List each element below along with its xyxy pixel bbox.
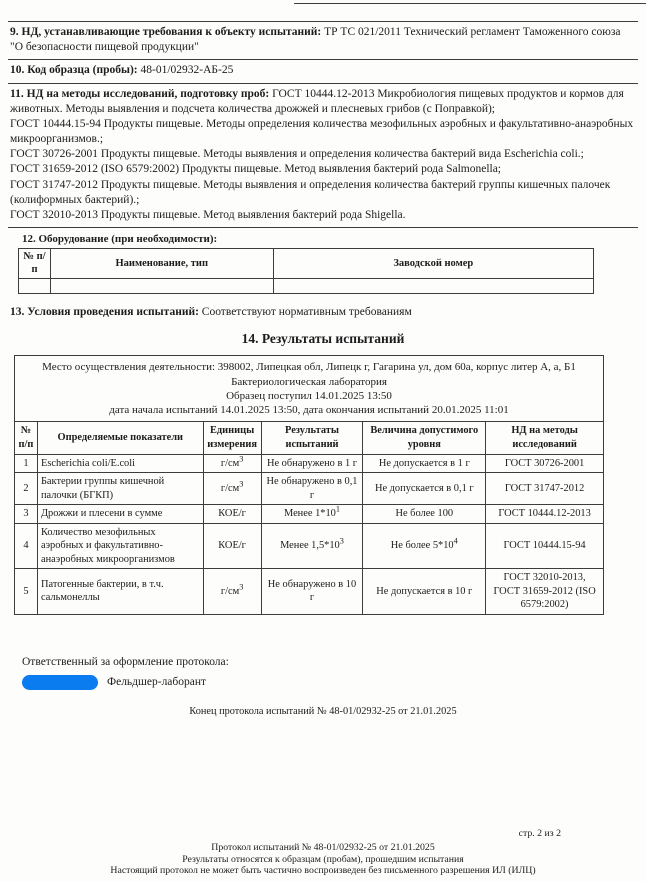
results-info-cell [15,356,604,422]
allowed-base: Не допускается в 10 г [376,585,473,597]
signature-label: Ответственный за оформление протокола: [22,655,229,668]
allowed-base: Не более 5*10 [390,540,454,552]
row-method: ГОСТ 32010-2013, ГОСТ 31659-2012 (ISO 6579:2002) [486,569,604,615]
allowed-base: Не более 100 [395,508,454,520]
result-base: Не обнаружено в 10 г [267,578,357,604]
unit-superscript: 3 [239,582,244,592]
field-11-entry-2: ГОСТ 30726-2001 Продукты пищевые. Методы выявления и определения количества бактерий вида Escherichia coli.; [10,148,584,161]
field-11-entry-5: ГОСТ 32010-2013 Продукты пищевые. Метод выявления бактерий рода Shigella. [10,208,406,221]
results-col-method: НД на методы исследований [486,422,604,454]
footer-copyright-line: Настоящий протокол не может быть частично воспроизведен без письменного разрешения ИЛ (ИЛЦ) [110,865,536,877]
allowed-superscript: 4 [453,536,458,546]
field-11-entry-1: ГОСТ 10444.15-94 Продукты пищевые. Методы определения количества мезофильных аэробных и факультативно-анаэробных микроорганизмов.; [10,117,634,146]
result-superscript: 1 [335,504,341,514]
redacted-signature [22,675,98,690]
row-num: 3 [15,505,38,524]
field-9-value: ТР ТС 021/2011 Технический регламент Таможенного союза "О безопасности пищевой продукции" [10,26,621,54]
field-10-label: 10. Код образца (пробы): [10,64,138,77]
table-row [15,454,604,473]
field-11-entry-3: ГОСТ 31659-2012 (ISO 6579:2002) Продукты пищевые. Метод выявления бактерий рода Salmonella; [10,163,502,176]
row-method: ГОСТ 31747-2012 [486,473,604,505]
equipment-table [18,248,594,295]
row-indicator: Дрожжи и плесени в сумме [37,505,203,524]
field-11-entry-0: ГОСТ 10444.12-2013 Микробиология пищевых продуктов и кормов для животных. Методы выявления и подсчета количества дрожжей и плесневых грибов (с Поправкой); [10,87,624,115]
results-col-num: № п/п [15,422,38,454]
row-method: ГОСТ 10444.15-94 [486,523,604,569]
field-11-label: 11. НД на методы исследований, подготовку проб: [10,87,270,100]
results-col-result: Результаты испытаний [261,422,363,454]
unit-superscript: 3 [239,479,244,489]
unit-base: г/см [220,457,240,469]
allowed-base: Не допускается в 1 г [378,457,470,469]
page-number: стр. 2 из 2 [518,827,561,839]
row-method: ГОСТ 30726-2001 [486,454,604,473]
table-row [15,473,604,505]
equipment-header-row [19,248,594,279]
row-unit [203,454,261,473]
row-result [261,523,363,569]
table-row [15,505,604,524]
field-11-methods [8,84,638,229]
row-indicator: Патогенные бактерии, в т.ч. сальмонеллы [37,569,203,615]
results-header-row [15,422,604,454]
row-num: 1 [15,454,38,473]
field-10-value: 48-01/02932-АБ-25 [140,64,234,77]
allowed-base: Не допускается в 0,1 г [374,482,474,494]
row-result [261,569,363,615]
result-base: Менее 1*10 [283,508,336,520]
unit-base: г/см [220,482,240,494]
row-method: ГОСТ 10444.12-2013 [486,505,604,524]
unit-base: КОЕ/г [218,508,246,520]
field-9-requirements [8,21,638,60]
field-11-entry-4: ГОСТ 31747-2012 Продукты пищевые. Методы выявления и определения количества бактерий группы кишечных палочек (колиформных бактерий).; [10,178,611,206]
test-dates-line: дата начала испытаний 14.01.2025 13:50, дата окончания испытаний 20.01.2025 11:01 [109,404,509,417]
row-result [261,473,363,505]
row-unit [203,523,261,569]
unit-base: КОЕ/г [218,540,246,552]
row-unit [203,569,261,615]
lab-name-line: Бактериологическая лаборатория [231,375,387,388]
row-num: 2 [15,473,38,505]
unit-base: г/см [220,585,240,597]
equipment-col-serial: Заводской номер [273,248,593,279]
result-base: Не обнаружено в 1 г [266,457,358,469]
signature-row [22,675,638,690]
results-table [14,355,604,614]
result-base: Менее 1,5*10 [280,540,340,552]
row-result [261,505,363,524]
row-result [261,454,363,473]
row-allowed [363,505,486,524]
field-10-sample-code [8,60,638,83]
equipment-col-name: Наименование, тип [50,248,273,279]
signature-block [22,655,638,690]
unit-superscript: 3 [239,454,244,464]
results-info-row [15,356,604,422]
field-13-value: Соответствуют нормативным требованиям [201,306,412,319]
row-allowed [363,569,486,615]
signer-position: Фельдшер-лаборант [107,675,207,688]
equipment-section-label: 12. Оборудование (при необходимости): [22,233,218,246]
row-unit [203,473,261,505]
footer-protocol-line: Протокол испытаний № 48-01/02932-25 от 21.01.2025 [211,842,435,854]
field-11-first-line [10,87,636,117]
footer-results-line: Результаты относятся к образцам (пробам), прошедшим испытания [182,853,464,865]
row-num: 4 [15,523,38,569]
row-allowed [363,473,486,505]
equipment-empty-num [19,279,51,294]
equipment-col-num: № п/п [19,248,51,279]
row-allowed [363,454,486,473]
results-col-unit: Единицы измерения [203,422,261,454]
results-col-allowed: Величина допустимого уровня [363,422,486,454]
equipment-empty-serial [273,279,593,294]
table-row [15,569,604,615]
top-rule [294,3,646,4]
row-num: 5 [15,569,38,615]
sample-received-line: Образец поступил 14.01.2025 13:50 [226,389,392,402]
table-row [15,523,604,569]
row-indicator: Количество мезофильных аэробных и факультативно-анаэробных микроорганизмов [37,523,203,569]
row-indicator: Бактерии группы кишечной палочки (БГКП) [37,473,203,505]
lab-address-line: Место осуществления деятельности: 398002, Липецкая обл, Липецк г, Гагарина ул, дом 60а, корпус литер А, а, Б1 [42,361,576,374]
row-indicator: Escherichia coli/E.coli [37,454,203,473]
row-allowed [363,523,486,569]
result-superscript: 3 [339,536,344,546]
equipment-empty-name [50,279,273,294]
field-13-conditions [10,305,638,320]
equipment-empty-row [19,279,594,294]
field-13-label: 13. Условия проведения испытаний: [10,306,199,319]
row-unit [203,505,261,524]
page-footer [0,828,646,877]
field-9-label: 9. НД, устанавливающие требования к объекту испытаний: [10,26,322,38]
results-col-indicator: Определяемые показатели [37,422,203,454]
result-base: Не обнаружено в 0,1 г [266,476,358,501]
protocol-end-line: Конец протокола испытаний № 48-01/02932-25 от 21.01.2025 [189,706,457,717]
results-section-title: 14. Результаты испытаний [241,331,405,347]
